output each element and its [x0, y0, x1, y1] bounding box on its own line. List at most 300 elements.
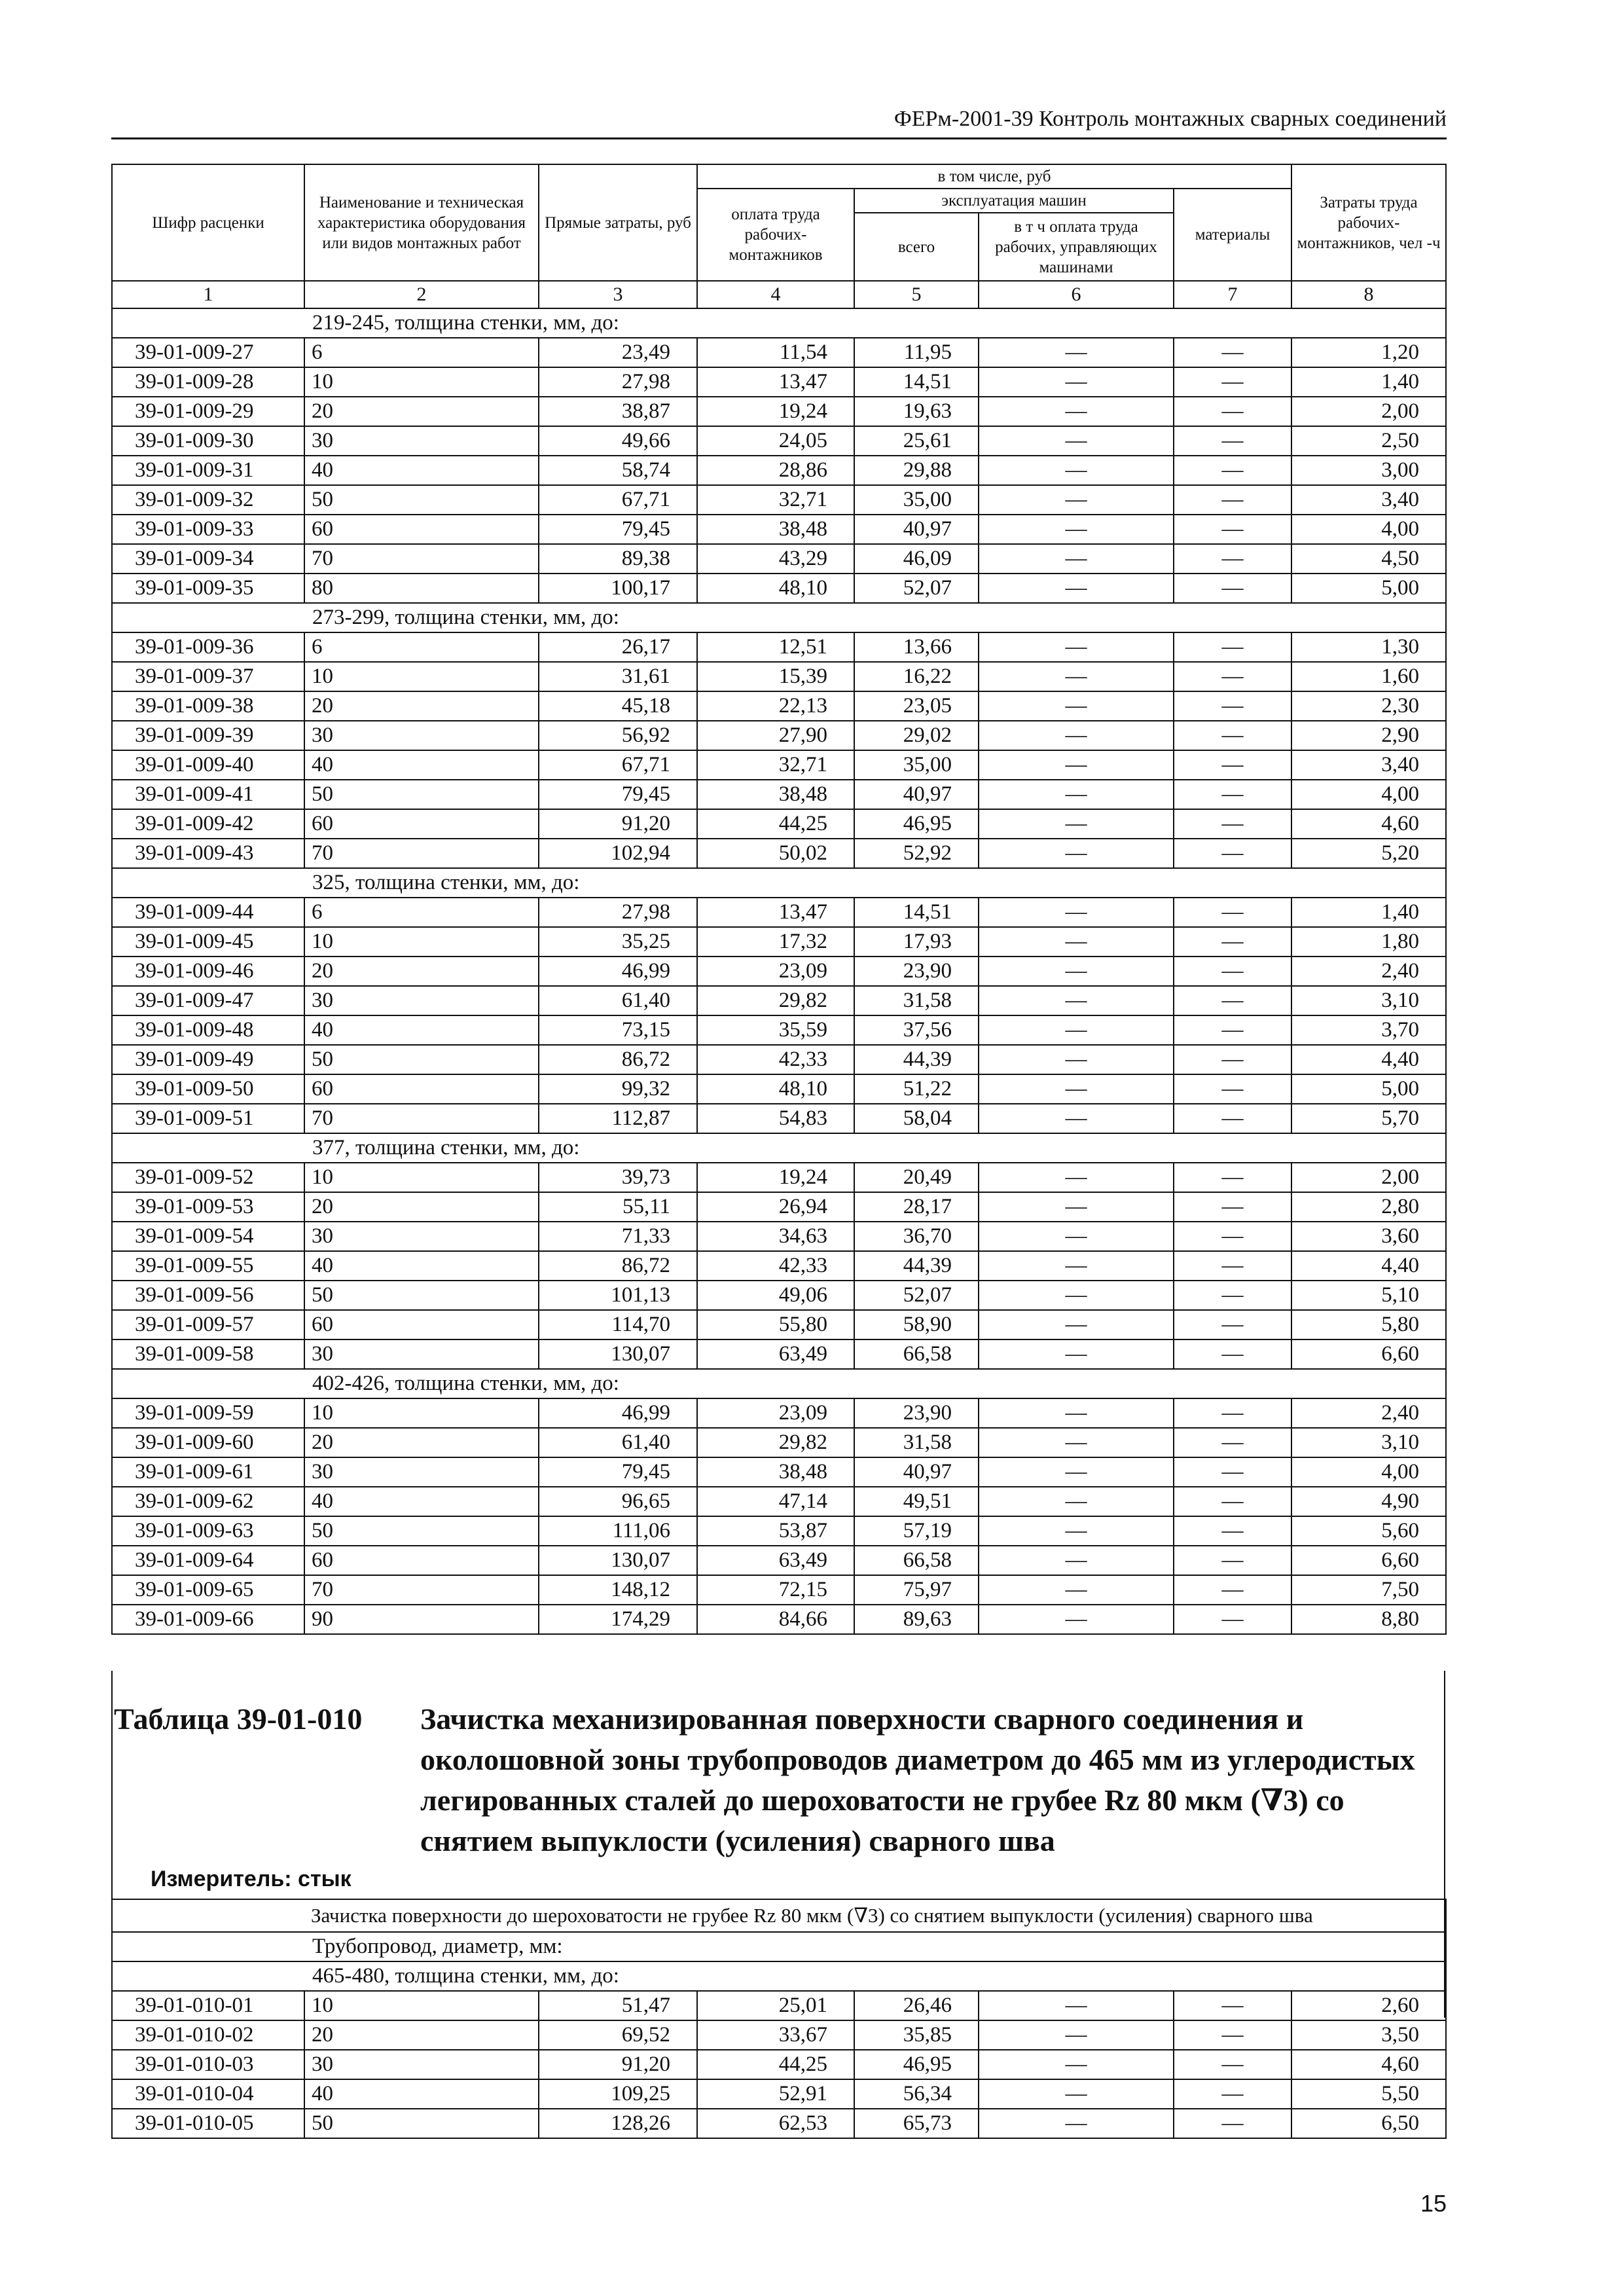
wall-thickness: 30 — [304, 1222, 539, 1251]
wall-thickness: 50 — [304, 780, 539, 809]
header-name: Наименование и техническая характеристика оборудования или видов монтажных работ — [304, 164, 539, 281]
operators-pay: — — [979, 691, 1174, 721]
materials: — — [1174, 662, 1291, 691]
direct-costs: 38,87 — [539, 397, 697, 426]
direct-costs: 58,74 — [539, 456, 697, 485]
header-materials: материалы — [1174, 189, 1291, 281]
table-row — [112, 2079, 1446, 2109]
table-row — [112, 544, 1446, 574]
labor-pay: 15,39 — [697, 662, 854, 691]
group-heading-row — [112, 1369, 1446, 1398]
group-spacer — [112, 1961, 304, 1991]
labor-pay: 48,10 — [697, 574, 854, 603]
operators-pay: — — [979, 780, 1174, 809]
materials: — — [1174, 338, 1291, 367]
labor-hours: 4,00 — [1291, 1457, 1446, 1487]
labor-pay: 55,80 — [697, 1310, 854, 1339]
labor-pay: 53,87 — [697, 1516, 854, 1546]
materials: — — [1174, 1045, 1291, 1074]
wall-thickness: 30 — [304, 2050, 539, 2079]
materials: — — [1174, 397, 1291, 426]
table-row — [112, 515, 1446, 544]
direct-costs: 109,25 — [539, 2079, 697, 2109]
machines-total: 57,19 — [854, 1516, 979, 1546]
wall-thickness: 70 — [304, 1575, 539, 1605]
operators-pay: — — [979, 1339, 1174, 1369]
wall-thickness: 6 — [304, 338, 539, 367]
rate-code: 39-01-009-39 — [112, 721, 304, 750]
header-code: Шифр расценки — [112, 164, 304, 281]
materials: — — [1174, 1251, 1291, 1281]
machines-total: 14,51 — [854, 898, 979, 927]
column-number: 5 — [854, 281, 979, 308]
operators-pay: — — [979, 1398, 1174, 1428]
operators-pay: — — [979, 1487, 1174, 1516]
materials: — — [1174, 574, 1291, 603]
labor-hours: 2,40 — [1291, 957, 1446, 986]
materials: — — [1174, 1516, 1291, 1546]
group-heading: 325, толщина стенки, мм, до: — [304, 868, 1446, 898]
table-row — [112, 721, 1446, 750]
table-row — [112, 750, 1446, 780]
operators-pay: — — [979, 1546, 1174, 1575]
materials: — — [1174, 1575, 1291, 1605]
rate-code: 39-01-009-28 — [112, 367, 304, 397]
operators-pay: — — [979, 1222, 1174, 1251]
group-heading: 219-245, толщина стенки, мм, до: — [304, 308, 1446, 338]
labor-hours: 5,70 — [1291, 1104, 1446, 1133]
wall-thickness: 40 — [304, 1487, 539, 1516]
rate-code: 39-01-009-35 — [112, 574, 304, 603]
machines-total: 52,07 — [854, 1281, 979, 1310]
labor-hours: 5,60 — [1291, 1516, 1446, 1546]
table-row — [112, 632, 1446, 662]
table-row — [112, 456, 1446, 485]
table-row — [112, 1457, 1446, 1487]
materials: — — [1174, 1281, 1291, 1310]
labor-hours: 5,10 — [1291, 1281, 1446, 1310]
rate-code: 39-01-009-37 — [112, 662, 304, 691]
labor-pay: 63,49 — [697, 1339, 854, 1369]
machines-total: 66,58 — [854, 1546, 979, 1575]
table-row — [112, 1339, 1446, 1369]
rate-code: 39-01-009-44 — [112, 898, 304, 927]
labor-hours: 4,40 — [1291, 1251, 1446, 1281]
rate-code: 39-01-010-04 — [112, 2079, 304, 2109]
labor-hours: 8,80 — [1291, 1605, 1446, 1634]
direct-costs: 46,99 — [539, 1398, 697, 1428]
labor-pay: 42,33 — [697, 1251, 854, 1281]
rate-code: 39-01-009-45 — [112, 927, 304, 957]
materials: — — [1174, 957, 1291, 986]
labor-hours: 6,60 — [1291, 1339, 1446, 1369]
labor-hours: 6,60 — [1291, 1546, 1446, 1575]
table-row — [112, 2020, 1446, 2050]
table-row — [112, 1516, 1446, 1546]
rate-code: 39-01-009-53 — [112, 1192, 304, 1222]
labor-pay: 49,06 — [697, 1281, 854, 1310]
labor-pay: 12,51 — [697, 632, 854, 662]
labor-hours: 4,40 — [1291, 1045, 1446, 1074]
wall-thickness: 60 — [304, 809, 539, 839]
direct-costs: 102,94 — [539, 839, 697, 868]
wall-thickness: 20 — [304, 397, 539, 426]
table-row — [112, 1251, 1446, 1281]
group-spacer — [112, 1369, 304, 1398]
materials: — — [1174, 986, 1291, 1015]
machines-total: 37,56 — [854, 1015, 979, 1045]
labor-hours: 6,50 — [1291, 2109, 1446, 2138]
labor-pay: 44,25 — [697, 2050, 854, 2079]
direct-costs: 69,52 — [539, 2020, 697, 2050]
operators-pay: — — [979, 957, 1174, 986]
group-heading: 377, толщина стенки, мм, до: — [304, 1133, 1446, 1163]
wall-thickness: 30 — [304, 426, 539, 456]
machines-total: 11,95 — [854, 338, 979, 367]
table-row — [112, 691, 1446, 721]
rates-table — [111, 164, 1447, 1635]
wall-thickness: 30 — [304, 1339, 539, 1369]
materials: — — [1174, 367, 1291, 397]
table-row — [112, 1575, 1446, 1605]
direct-costs: 86,72 — [539, 1045, 697, 1074]
labor-pay: 19,24 — [697, 1163, 854, 1192]
wall-thickness: 40 — [304, 2079, 539, 2109]
labor-hours: 5,00 — [1291, 574, 1446, 603]
wall-thickness: 70 — [304, 1104, 539, 1133]
machines-total: 52,92 — [854, 839, 979, 868]
operators-pay: — — [979, 927, 1174, 957]
materials: — — [1174, 721, 1291, 750]
labor-pay: 48,10 — [697, 1074, 854, 1104]
labor-hours: 2,40 — [1291, 1398, 1446, 1428]
machines-total: 56,34 — [854, 2079, 979, 2109]
wall-thickness: 80 — [304, 574, 539, 603]
machines-total: 46,95 — [854, 809, 979, 839]
labor-hours: 1,20 — [1291, 338, 1446, 367]
direct-costs: 96,65 — [539, 1487, 697, 1516]
direct-costs: 130,07 — [539, 1546, 697, 1575]
labor-hours: 2,60 — [1291, 1991, 1446, 2020]
operators-pay: — — [979, 426, 1174, 456]
operators-pay: — — [979, 1575, 1174, 1605]
table-row — [112, 1104, 1446, 1133]
rate-code: 39-01-009-66 — [112, 1605, 304, 1634]
materials: — — [1174, 1015, 1291, 1045]
machines-total: 25,61 — [854, 426, 979, 456]
materials: — — [1174, 456, 1291, 485]
direct-costs: 23,49 — [539, 338, 697, 367]
operators-pay: — — [979, 2050, 1174, 2079]
labor-hours: 4,90 — [1291, 1487, 1446, 1516]
rate-code: 39-01-009-49 — [112, 1045, 304, 1074]
wall-thickness: 10 — [304, 1163, 539, 1192]
materials: — — [1174, 750, 1291, 780]
rate-code: 39-01-009-60 — [112, 1428, 304, 1457]
column-number: 8 — [1291, 281, 1446, 308]
table-row — [112, 485, 1446, 515]
labor-pay: 38,48 — [697, 1457, 854, 1487]
labor-pay: 32,71 — [697, 750, 854, 780]
rate-code: 39-01-009-30 — [112, 426, 304, 456]
labor-pay: 38,48 — [697, 515, 854, 544]
labor-hours: 1,40 — [1291, 898, 1446, 927]
direct-costs: 130,07 — [539, 1339, 697, 1369]
rate-code: 39-01-009-47 — [112, 986, 304, 1015]
wall-thickness: 6 — [304, 898, 539, 927]
rate-code: 39-01-009-27 — [112, 338, 304, 367]
materials: — — [1174, 1546, 1291, 1575]
table-row — [112, 662, 1446, 691]
direct-costs: 112,87 — [539, 1104, 697, 1133]
labor-pay: 38,48 — [697, 780, 854, 809]
labor-pay: 43,29 — [697, 544, 854, 574]
operators-pay: — — [979, 1192, 1174, 1222]
rate-code: 39-01-009-46 — [112, 957, 304, 986]
labor-pay: 22,13 — [697, 691, 854, 721]
table-row — [112, 1546, 1446, 1575]
rate-code: 39-01-009-54 — [112, 1222, 304, 1251]
rate-code: 39-01-010-02 — [112, 2020, 304, 2050]
machines-total: 75,97 — [854, 1575, 979, 1605]
machines-total: 46,09 — [854, 544, 979, 574]
table-row — [112, 839, 1446, 868]
wall-thickness: 30 — [304, 1457, 539, 1487]
wall-thickness: 50 — [304, 1281, 539, 1310]
rates-table-39-01-010 — [111, 1899, 1447, 2139]
wall-thickness: 60 — [304, 1310, 539, 1339]
labor-pay: 33,67 — [697, 2020, 854, 2050]
operators-pay: — — [979, 632, 1174, 662]
materials: — — [1174, 1991, 1291, 2020]
labor-pay: 72,15 — [697, 1575, 854, 1605]
table-number: Таблица 39-01-010 — [114, 1702, 363, 1736]
rate-code: 39-01-009-48 — [112, 1015, 304, 1045]
machines-total: 31,58 — [854, 986, 979, 1015]
materials: — — [1174, 1104, 1291, 1133]
group-spacer — [112, 603, 304, 632]
wall-thickness: 40 — [304, 750, 539, 780]
labor-hours: 7,50 — [1291, 1575, 1446, 1605]
direct-costs: 79,45 — [539, 780, 697, 809]
rate-code: 39-01-009-52 — [112, 1163, 304, 1192]
rate-code: 39-01-009-36 — [112, 632, 304, 662]
rate-code: 39-01-009-62 — [112, 1487, 304, 1516]
materials: — — [1174, 1310, 1291, 1339]
table-row — [112, 1163, 1446, 1192]
operators-pay: — — [979, 485, 1174, 515]
labor-pay: 54,83 — [697, 1104, 854, 1133]
machines-total: 14,51 — [854, 367, 979, 397]
machines-total: 28,17 — [854, 1192, 979, 1222]
direct-costs: 31,61 — [539, 662, 697, 691]
table-row — [112, 1487, 1446, 1516]
rate-code: 39-01-009-51 — [112, 1104, 304, 1133]
machines-total: 51,22 — [854, 1074, 979, 1104]
table-row — [112, 1074, 1446, 1104]
labor-hours: 2,50 — [1291, 426, 1446, 456]
labor-pay: 27,90 — [697, 721, 854, 750]
operators-pay: — — [979, 898, 1174, 927]
table-row — [112, 780, 1446, 809]
materials: — — [1174, 2079, 1291, 2109]
labor-pay: 63,49 — [697, 1546, 854, 1575]
machines-total: 35,85 — [854, 2020, 979, 2050]
table-row — [112, 927, 1446, 957]
wall-thickness: 60 — [304, 1074, 539, 1104]
operators-pay: — — [979, 986, 1174, 1015]
direct-costs: 100,17 — [539, 574, 697, 603]
rate-code: 39-01-009-59 — [112, 1398, 304, 1428]
direct-costs: 79,45 — [539, 515, 697, 544]
labor-pay: 26,94 — [697, 1192, 854, 1222]
materials: — — [1174, 2020, 1291, 2050]
labor-hours: 2,90 — [1291, 721, 1446, 750]
operators-pay: — — [979, 515, 1174, 544]
labor-hours: 1,80 — [1291, 927, 1446, 957]
wall-thickness: 50 — [304, 1516, 539, 1546]
labor-pay: 52,91 — [697, 2079, 854, 2109]
direct-costs: 111,06 — [539, 1516, 697, 1546]
operators-pay: — — [979, 662, 1174, 691]
labor-hours: 1,60 — [1291, 662, 1446, 691]
labor-hours: 5,50 — [1291, 2079, 1446, 2109]
operators-pay: — — [979, 721, 1174, 750]
labor-pay: 25,01 — [697, 1991, 854, 2020]
operators-pay: — — [979, 1605, 1174, 1634]
labor-hours: 2,00 — [1291, 397, 1446, 426]
table-row — [112, 1398, 1446, 1428]
operators-pay: — — [979, 2020, 1174, 2050]
rate-code: 39-01-009-42 — [112, 809, 304, 839]
labor-pay: 32,71 — [697, 485, 854, 515]
running-head: ФЕРм-2001-39 Контроль монтажных сварных соединений — [893, 107, 1447, 131]
wall-thickness: 10 — [304, 927, 539, 957]
machines-total: 23,90 — [854, 957, 979, 986]
column-number: 2 — [304, 281, 539, 308]
operators-pay: — — [979, 544, 1174, 574]
machines-total: 44,39 — [854, 1045, 979, 1074]
machines-total: 35,00 — [854, 485, 979, 515]
labor-pay: 17,32 — [697, 927, 854, 957]
header-operators-pay: в т ч оплата труда рабочих, управляющих машинами — [979, 213, 1174, 281]
materials: — — [1174, 927, 1291, 957]
direct-costs: 67,71 — [539, 750, 697, 780]
labor-pay: 84,66 — [697, 1605, 854, 1634]
wall-thickness: 10 — [304, 367, 539, 397]
table-row — [112, 957, 1446, 986]
operators-pay: — — [979, 839, 1174, 868]
table-row — [112, 1310, 1446, 1339]
wall-thickness: 10 — [304, 1991, 539, 2020]
group-spacer — [112, 1133, 304, 1163]
machines-total: 29,88 — [854, 456, 979, 485]
operators-pay: — — [979, 397, 1174, 426]
rate-code: 39-01-009-32 — [112, 485, 304, 515]
materials: — — [1174, 898, 1291, 927]
operators-pay: — — [979, 1074, 1174, 1104]
labor-hours: 3,50 — [1291, 2020, 1446, 2050]
operators-pay: — — [979, 1457, 1174, 1487]
group-heading-row — [112, 1961, 1446, 1991]
wall-thickness: 70 — [304, 544, 539, 574]
direct-costs: 91,20 — [539, 2050, 697, 2079]
wall-thickness: 10 — [304, 662, 539, 691]
materials: — — [1174, 780, 1291, 809]
page-number: 15 — [1420, 2190, 1447, 2217]
direct-costs: 79,45 — [539, 1457, 697, 1487]
labor-pay: 47,14 — [697, 1487, 854, 1516]
table-row — [112, 338, 1446, 367]
rate-code: 39-01-009-40 — [112, 750, 304, 780]
wall-thickness: 60 — [304, 1546, 539, 1575]
labor-pay: 19,24 — [697, 397, 854, 426]
labor-hours: 3,00 — [1291, 456, 1446, 485]
rate-code: 39-01-009-43 — [112, 839, 304, 868]
rate-code: 39-01-009-61 — [112, 1457, 304, 1487]
machines-total: 40,97 — [854, 515, 979, 544]
header-including: в том числе, руб — [697, 164, 1291, 189]
labor-hours: 3,40 — [1291, 485, 1446, 515]
materials: — — [1174, 1192, 1291, 1222]
materials: — — [1174, 809, 1291, 839]
header-labor-pay: оплата труда рабочих-монтажников — [697, 189, 854, 281]
wall-thickness: 20 — [304, 1192, 539, 1222]
group-heading: 273-299, толщина стенки, мм, до: — [304, 603, 1446, 632]
direct-costs: 55,11 — [539, 1192, 697, 1222]
group-spacer — [112, 868, 304, 898]
materials: — — [1174, 632, 1291, 662]
rate-code: 39-01-009-33 — [112, 515, 304, 544]
wall-thickness: 20 — [304, 691, 539, 721]
labor-hours: 4,00 — [1291, 515, 1446, 544]
materials: — — [1174, 485, 1291, 515]
operators-pay: — — [979, 1428, 1174, 1457]
labor-hours: 3,10 — [1291, 1428, 1446, 1457]
machines-total: 40,97 — [854, 1457, 979, 1487]
direct-costs: 174,29 — [539, 1605, 697, 1634]
labor-hours: 3,10 — [1291, 986, 1446, 1015]
direct-costs: 35,25 — [539, 927, 697, 957]
machines-total: 26,46 — [854, 1991, 979, 2020]
direct-costs: 73,15 — [539, 1015, 697, 1045]
machines-total: 40,97 — [854, 780, 979, 809]
wall-thickness: 40 — [304, 1015, 539, 1045]
labor-pay: 34,63 — [697, 1222, 854, 1251]
machines-total: 16,22 — [854, 662, 979, 691]
rate-code: 39-01-009-31 — [112, 456, 304, 485]
materials: — — [1174, 515, 1291, 544]
direct-costs: 99,32 — [539, 1074, 697, 1104]
group-heading-row — [112, 1133, 1446, 1163]
operators-pay: — — [979, 338, 1174, 367]
machines-total: 23,05 — [854, 691, 979, 721]
table-row — [112, 1281, 1446, 1310]
table-row — [112, 2109, 1446, 2138]
rate-code: 39-01-010-03 — [112, 2050, 304, 2079]
labor-pay: 24,05 — [697, 426, 854, 456]
group-heading: 402-426, толщина стенки, мм, до: — [304, 1369, 1446, 1398]
machines-total: 46,95 — [854, 2050, 979, 2079]
rate-code: 39-01-010-05 — [112, 2109, 304, 2138]
table-row — [112, 1991, 1446, 2020]
materials: — — [1174, 1339, 1291, 1369]
operators-pay: — — [979, 1281, 1174, 1310]
group-heading: 465-480, толщина стенки, мм, до: — [304, 1961, 1446, 1991]
labor-hours: 4,50 — [1291, 544, 1446, 574]
direct-costs: 51,47 — [539, 1991, 697, 2020]
direct-costs: 56,92 — [539, 721, 697, 750]
